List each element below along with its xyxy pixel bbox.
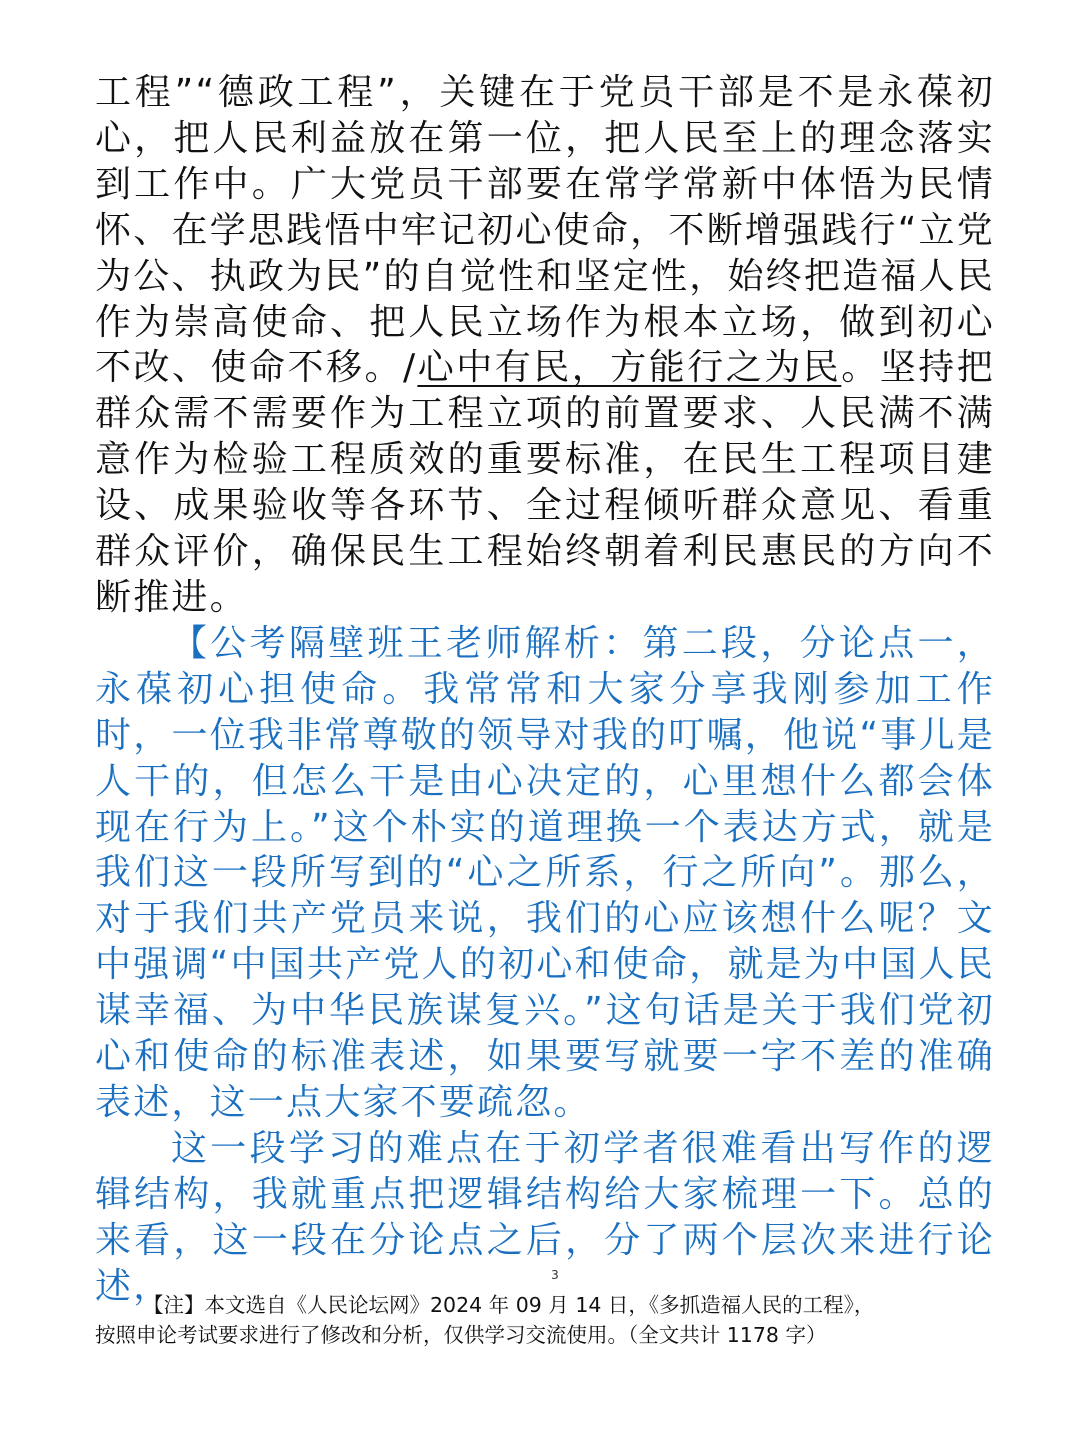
underlined-phrase: 心中有民，方能行之为民 <box>417 347 842 389</box>
footnote-line-2: 按照申论考试要求进行了修改和分析，仅供学习交流使用。（全文共计 1178 字） <box>95 1323 827 1347</box>
main-text-body <box>95 70 995 1309</box>
footnote-line-1: 【注】本文选自《人民论坛网》2024 年 09 月 14 日，《多抓造福人民的工程》， <box>143 1293 875 1317</box>
body-paragraph <box>95 70 995 621</box>
analysis-paragraph-2: 这一段学习的难点在于初学者很难看出写作的逻辑结构，我就重点把逻辑结构给大家梳理一下。总的来看，这一段在分论点之后，分了两个层次来进行论述， <box>95 1127 995 1307</box>
body-paragraph-text: 工程”“德政工程”，关键在于党员干部是不是永葆初心，把人民利益放在第一位，把人民至上的理念落实到工作中。广大党员干部要在常学常新中体悟为民情怀、在学思践悟中牢记初心使命，不断增强践行“立党为公、执政为民”的自觉性和坚定性，始终把造福人民作为崇高使命、把人民立场作为根本立场，做到初心不改、使命不移。/ <box>95 72 995 389</box>
footnote <box>95 1290 995 1350</box>
page-number: 3 <box>551 1268 559 1282</box>
body-paragraph-text-continued: 。坚持把群众需不需要作为工程立项的前置要求、人民满不满意作为检验工程质效的重要标准，在民生工程项目建设、成果验收等各环节、全过程倾听群众意见、看重群众评价，确保民生工程始终朝着利民惠民的方向不断推进。 <box>95 347 996 618</box>
analysis-paragraph-1: 【公考隔壁班王老师解析：第二段，分论点一，永葆初心担使命。我常常和大家分享我刚参加工作时，一位我非常尊敬的领导对我的叮嘱，他说“事儿是人干的，但怎么干是由心决定的，心里想什么都会体现在行为上。”这个朴实的道理换一个表达方式，就是我们这一段所写到的“心之所系，行之所向”。那么，对于我们共产党员来说，我们的心应该想什么呢？文中强调“中国共产党人的初心和使命，就是为中国人民谋幸福、为中华民族谋复兴。”这句话是关于我们党初心和使命的标准表述，如果要写就要一字不差的准确表述，这一点大家不要疏忽。 <box>95 622 995 1123</box>
